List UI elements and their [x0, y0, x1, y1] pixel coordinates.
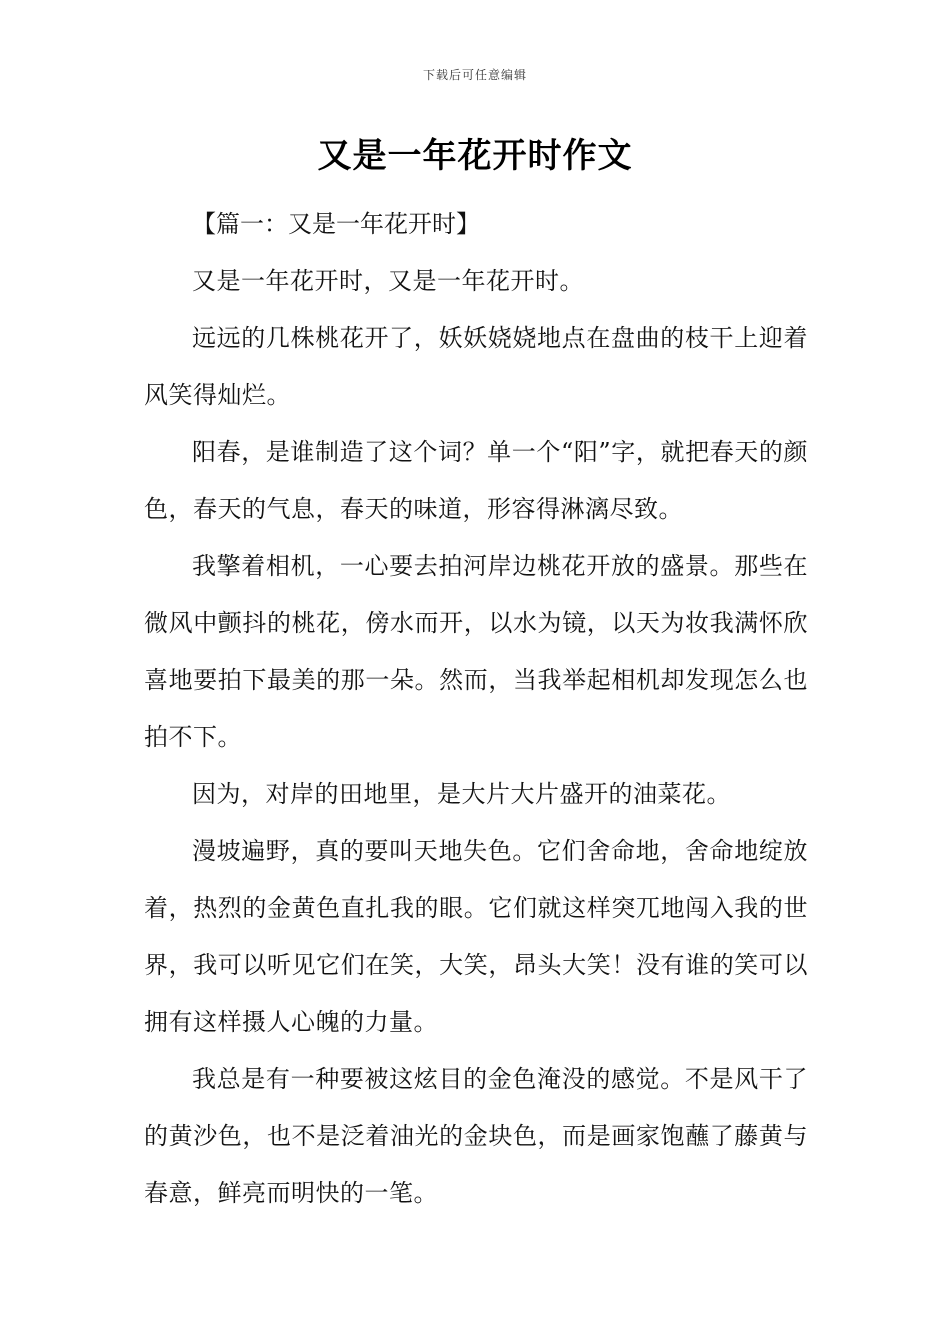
- paragraph-1: 又是一年花开时，又是一年花开时。: [192, 267, 584, 295]
- paragraph-7: 我总是有一种要被这炫目的金色淹没的感觉。不是风干了的黄沙色，也不是泛着油光的金块色，而是画家饱蘸了藤黄与春意，鲜亮而明快的一笔。: [144, 1065, 808, 1207]
- paragraph-2: 远远的几株桃花开了，妖妖娆娆地点在盘曲的枝干上迎着风笑得灿烂。: [144, 324, 808, 409]
- paragraph-6: 漫坡遍野，真的要叫天地失色。它们舍命地，舍命地绽放着，热烈的金黄色直扎我的眼。它们就这样突兀地闯入我的世界，我可以听见它们在笑，大笑，昂头大笑！没有谁的笑可以拥有这样摄人心魄的力量。: [144, 837, 808, 1036]
- paragraph-4: 我擎着相机，一心要去拍河岸边桃花开放的盛景。那些在微风中颤抖的桃花，傍水而开，以水为镜，以天为妆我满怀欣喜地要拍下最美的那一朵。然而，当我举起相机却发现怎么也拍不下。: [144, 552, 808, 751]
- page-title: 又是一年花开时作文: [317, 136, 633, 176]
- header-note: 下载后可任意编辑: [422, 68, 527, 82]
- section-heading: 【篇一：又是一年花开时】: [192, 210, 480, 238]
- document-body: [144, 196, 808, 1222]
- paragraph-5: 因为，对岸的田地里，是大片大片盛开的油菜花。: [192, 780, 731, 808]
- paragraph-3: 阳春，是谁制造了这个词？单一个“阳”字，就把春天的颜色，春天的气息，春天的味道，形容得淋漓尽致。: [144, 438, 808, 523]
